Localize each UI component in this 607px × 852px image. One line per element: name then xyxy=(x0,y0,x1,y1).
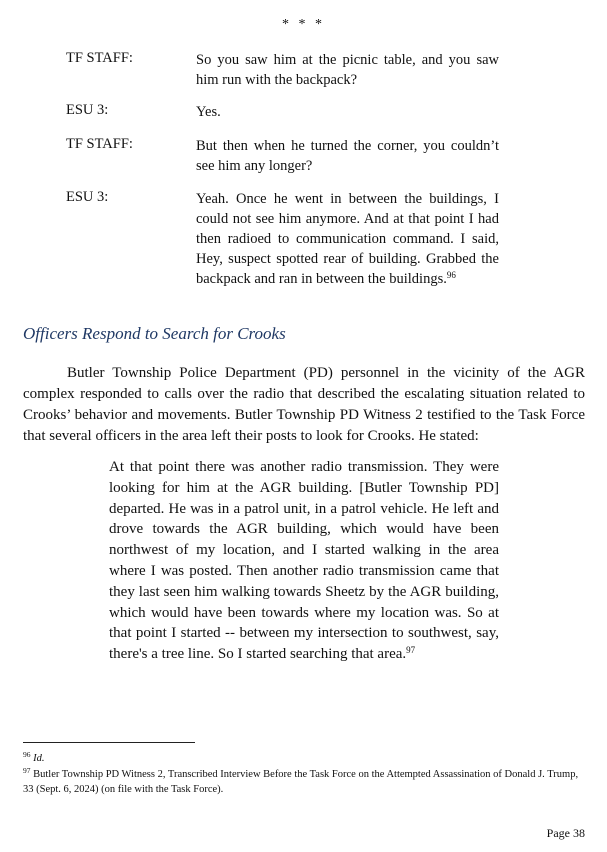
speaker-label: ESU 3: xyxy=(66,189,109,205)
speaker-label: ESU 3: xyxy=(66,102,109,118)
footnote xyxy=(23,767,585,797)
footnote-ref[interactable]: 96 xyxy=(446,270,456,280)
footnote-number: 96 xyxy=(23,750,31,759)
speech-text: Yes. xyxy=(196,104,221,120)
block-quote: At that point there was another radio transmission. They were looking for him at the AGR building. [Butler Township PD] departed. He was in a patrol unit, in a patrol vehicle. He left and drove towards the AGR building, which would have been northwest of my location, and I started walking in the area where I was posted. Then another radio transmission came that they last seen him walking towards Sheetz by the AGR building, which would have been towards where my location was. So at that point I started -- between my intersection to southwest, say, there's a tree line. So I started searching that area.$^{97}$ xyxy=(109,459,499,663)
section-separator: * * * xyxy=(282,17,325,32)
footnote-ref[interactable]: 97 xyxy=(406,645,416,656)
footnote-divider xyxy=(23,742,195,743)
speech-text: Yeah. Once he went in between the buildings, I could not see him anymore. And at that point I had then radioed to communication command. I said, Hey, suspect spotted rear of building. Grabbed the backpack and ran in between the buildings.$^{96}$ xyxy=(196,191,499,287)
speaker-label: TF STAFF: xyxy=(66,136,133,152)
footnote-text: Id. xyxy=(33,753,45,764)
speaker-label: TF STAFF: xyxy=(66,50,133,66)
section-heading: Officers Respond to Search for Crooks xyxy=(23,324,286,343)
footnote-text: Butler Township PD Witness 2, Transcribed Interview Before the Task Force on the Attempted Assassination of Donald J. Trump, 33 (Sept. 6, 2024) (on file with the Task Force). xyxy=(23,769,579,795)
speech-text: But then when he turned the corner, you couldn’t see him any longer? xyxy=(196,138,499,174)
footnote xyxy=(23,751,585,766)
speech-text: So you saw him at the picnic table, and you saw him run with the backpack? xyxy=(196,52,499,88)
footnote-number: 97 xyxy=(23,766,31,775)
page-number: Page 38 xyxy=(546,826,585,840)
body-paragraph: Butler Township Police Department (PD) personnel in the vicinity of the AGR complex responded to calls over the radio that described the escalating situation related to Crooks’ behavior and movements. Butler Township PD Witness 2 testified to the Task Force that several officers in the area left their posts to look for Crooks. He stated: xyxy=(23,365,585,444)
